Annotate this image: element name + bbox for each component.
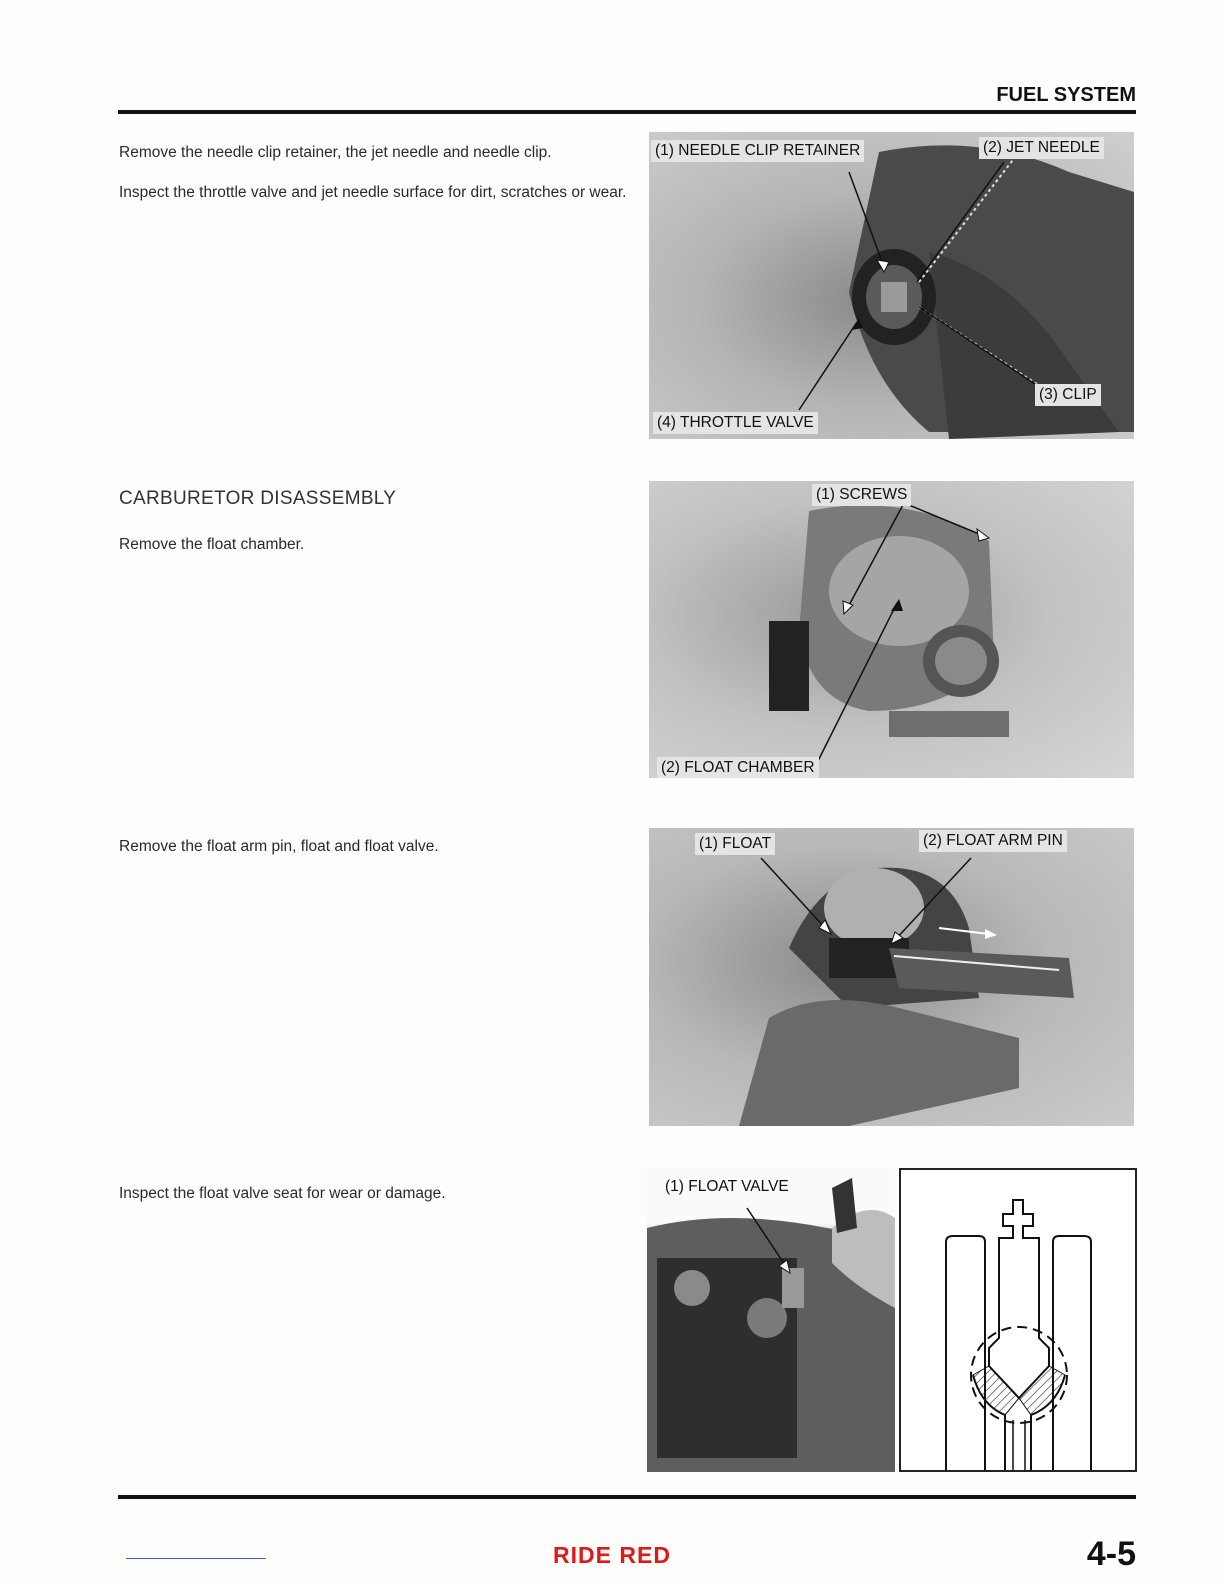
- float-valve-cross-section: [901, 1170, 1135, 1470]
- step-2-paragraph: Remove the float chamber.: [119, 536, 305, 553]
- float-valve-photo: [647, 1168, 895, 1472]
- step-3-paragraph: Remove the float arm pin, float and float valve.: [119, 838, 439, 855]
- step-1-paragraph-2: Inspect the throttle valve and jet needle surface for dirt, scratches or wear.: [119, 184, 627, 201]
- step-1-text: [119, 142, 627, 204]
- callout-float-arm-pin: (2) FLOAT ARM PIN: [919, 830, 1067, 852]
- callout-clip: (3) CLIP: [1035, 384, 1101, 406]
- page-number: 4-5: [1086, 1535, 1136, 1573]
- footer-link-underline: [126, 1558, 266, 1559]
- section-title: FUEL SYSTEM: [996, 84, 1136, 106]
- footer-rule: [118, 1495, 1136, 1499]
- callout-needle-clip-retainer: (1) NEEDLE CLIP RETAINER: [651, 140, 864, 162]
- callout-screws: (1) SCREWS: [812, 484, 911, 506]
- callout-float-valve: (1) FLOAT VALVE: [665, 1178, 789, 1195]
- carburetor-disassembly-heading: CARBURETOR DISASSEMBLY: [119, 488, 397, 509]
- header-rule: [118, 110, 1136, 114]
- footer-brand: RIDE RED: [553, 1542, 671, 1568]
- callout-float-chamber: (2) FLOAT CHAMBER: [657, 757, 819, 778]
- step-4-paragraph: Inspect the float valve seat for wear or damage.: [119, 1185, 446, 1202]
- callout-throttle-valve: (4) THROTTLE VALVE: [653, 412, 818, 434]
- float-valve-illustration: [647, 1168, 895, 1472]
- float-chamber-illustration: [649, 481, 1134, 778]
- callout-float: (1) FLOAT: [695, 833, 775, 855]
- throttle-valve-photo: [649, 132, 1134, 439]
- float-valve-diagram: [899, 1168, 1137, 1472]
- step-1-paragraph-1: Remove the needle clip retainer, the jet needle and needle clip.: [119, 144, 552, 161]
- float-arm-pin-illustration: [649, 828, 1134, 1126]
- callout-jet-needle: (2) JET NEEDLE: [979, 137, 1104, 159]
- float-arm-pin-photo: [649, 828, 1134, 1126]
- float-chamber-photo: [649, 481, 1134, 778]
